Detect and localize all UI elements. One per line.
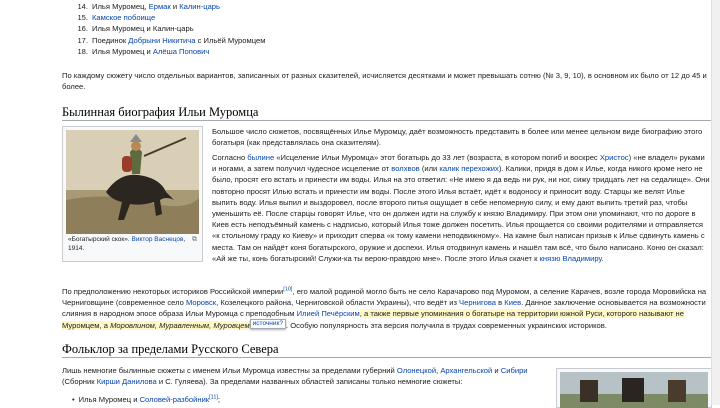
text-span: , его малой родиной могло быть не село Карачарово под Муромом, а селение Карачев, возле города Моровийска на Черниговщине (современное село bbox=[62, 287, 707, 308]
text-span: . bbox=[601, 253, 604, 263]
list-text: Поединок bbox=[92, 35, 129, 45]
image-caption bbox=[66, 234, 199, 253]
source-needed-tooltip[interactable]: источник? bbox=[250, 319, 286, 329]
volkhvy-link[interactable]: волхвов bbox=[391, 164, 420, 174]
folklore-bullet-list bbox=[72, 394, 220, 405]
list-item bbox=[72, 23, 265, 34]
painting-image[interactable] bbox=[66, 130, 199, 234]
list-link[interactable]: Добрыни Никитича bbox=[128, 35, 196, 45]
text-span: «Исцеление Ильи Муромца» этот богатырь до 33 лет (возраста, в котором погиб и воскрес bbox=[274, 153, 600, 162]
text-span: в bbox=[496, 298, 505, 308]
text-span: Согласно bbox=[212, 153, 248, 162]
bogatyrs-painting-icon bbox=[560, 372, 708, 408]
list-text: Илья Муромец и bbox=[92, 46, 153, 56]
painting-image-2[interactable] bbox=[560, 372, 708, 408]
list-text: Илья Муромец и Калин-царь bbox=[92, 24, 194, 34]
story-list bbox=[72, 1, 265, 57]
text-span: , Козелецкого района, Черниговской области Украины), что ведёт из bbox=[216, 298, 460, 308]
list-item bbox=[72, 35, 265, 46]
highlighted-text: , а также первые упоминания о богатыре на территории южной Руси, которого называют не Муромцем, а bbox=[62, 309, 684, 330]
folklore-paragraph bbox=[62, 365, 547, 387]
image-thumb-2[interactable] bbox=[556, 368, 712, 408]
text-span: По предположению некоторых историков Российской империи bbox=[62, 287, 284, 296]
section-heading-folklore: Фольклор за пределами Русского Севера bbox=[62, 344, 712, 358]
list-link[interactable]: Ермак bbox=[148, 2, 171, 11]
biography-paragraph bbox=[212, 152, 710, 264]
caption-author-link[interactable]: Виктор Васнецов bbox=[131, 236, 184, 243]
origin-paragraph bbox=[62, 286, 710, 332]
section-heading-biography: Былинная биография Ильи Муромца bbox=[62, 107, 712, 121]
bogatyr-painting-icon bbox=[66, 130, 199, 234]
magnify-icon[interactable]: ⧉ bbox=[192, 236, 197, 243]
kaliki-link[interactable]: калик перехожих bbox=[439, 164, 499, 174]
arkhangelsk-link[interactable]: Архангельской bbox=[440, 366, 493, 375]
siberia-link[interactable]: Сибири bbox=[500, 366, 528, 375]
text-span: ). Калики, придя в дом к Илье, когда никого кроме него не было, просят его встать и принести им воды. Илья на это ответил: «Не имею я да ведь ни рук, ни ног, сижу тридцать лет на седалище». Они повторно просят Илью встать и принести им воды. После этого Илья встаёт, идёт к водоносу и приносит воду. Старцы же велят Илье выпить воду. Илья выпил и выздоровел, после второго питья ощущает в себе непомерную силу, и ему дают выпить третий раз, чтобы уменьшить её. После старцы говорят Илье, что он должен идти на службу к князю Владимиру. При этом они упоминают, что по дороге в Киев есть неподъёмный камень с надписью, который Илья тоже должен посетить. Илья прощается со своими родителями и отправляется «к стольному граду ко Киеву» и приходит сперва «к тому камени неподвижному». На камне был написан призыв к Илье сдвинуть камень с места. Там он найдёт коня богатырского, оружие и доспехи. Илья отодвинул камень и нашёл там всё, что было написано. Коню он сказал: «Ай же ты, конь богатырский! Служи-ка ты верою-правдою мне». После этого Илья скачет к bbox=[212, 164, 710, 263]
ilia-pechersky-link[interactable]: Илией Печёрским bbox=[296, 309, 360, 319]
prince-vladimir-link[interactable]: князю Владимиру bbox=[539, 253, 602, 263]
reference-10[interactable]: [10] bbox=[283, 286, 293, 293]
text-span: и С. Гуляева). За пределами названных областей записаны только немногие сюжеты: bbox=[156, 377, 463, 387]
list-item bbox=[72, 394, 220, 405]
morovsk-link[interactable]: Моровск bbox=[185, 298, 217, 308]
text-span: Лишь немногие былинные сюжеты с именем Ильи Муромца известны за пределами губерний bbox=[62, 366, 397, 375]
kiev-link[interactable]: Киев bbox=[504, 298, 522, 308]
reference-11[interactable]: [11] bbox=[209, 394, 218, 401]
list-item bbox=[72, 46, 265, 57]
chernigov-link[interactable]: Чернигова bbox=[459, 298, 496, 308]
text-span: Илья Муромец и bbox=[78, 395, 140, 404]
highlighted-italic-text: Моровлином, Муравленным, Муровцем bbox=[110, 320, 250, 330]
list-number: 16. bbox=[77, 24, 88, 34]
text-span: ) «не владел» руками и ногами, а затем получил чудесное исцеление от bbox=[212, 153, 705, 174]
solovei-link[interactable]: Соловей-разбойник bbox=[139, 395, 210, 404]
variants-paragraph: По каждому сюжету число отдельных вариантов, записанных от разных сказителей, исчисляется десятками и может превышать сотню (№ 3, 9, 10), в основном их было от 12 до 45 и более. bbox=[62, 71, 707, 92]
list-item bbox=[72, 12, 265, 23]
list-text: Илья Муромец, bbox=[92, 2, 149, 11]
scrollbar[interactable] bbox=[711, 0, 720, 405]
text-span: ; bbox=[217, 395, 221, 404]
caption-year: , 1914. bbox=[68, 236, 186, 252]
list-text: и bbox=[170, 2, 180, 11]
list-link[interactable]: Алёша Попович bbox=[152, 46, 210, 56]
list-number: 17. bbox=[77, 35, 88, 45]
kirsha-danilov-link[interactable]: Кирши Данилова bbox=[96, 377, 157, 387]
list-number: 18. bbox=[77, 46, 88, 56]
olonets-link[interactable]: Олонецкой bbox=[396, 366, 437, 375]
list-link[interactable]: Калин-царь bbox=[179, 2, 220, 11]
list-item bbox=[72, 1, 265, 12]
caption-text: «Богатырский скок». bbox=[68, 236, 132, 243]
list-number: 15. bbox=[77, 13, 88, 23]
image-thumb[interactable] bbox=[62, 126, 203, 262]
text-span: (Сборник bbox=[62, 377, 97, 387]
text-span: (или bbox=[419, 164, 440, 174]
christ-link[interactable]: Христос bbox=[599, 153, 629, 162]
biography-intro: Большое число сюжетов, посвящённых Илье Муромцу, даёт возможность представить в более или менее цельном виде биографию этого богатыря (как представлялась она сказителям). bbox=[212, 127, 703, 148]
list-link[interactable]: Камское побоище bbox=[92, 13, 156, 23]
list-text: с Ильёй Муромцем bbox=[195, 35, 266, 45]
list-number: 14. bbox=[77, 2, 88, 11]
text-span: . Особую популярность эта версия получила в трудах современных украинских историков. bbox=[285, 320, 607, 330]
text-span: и bbox=[492, 366, 501, 375]
text-span: , bbox=[436, 366, 441, 375]
text-span: . Данное заключение основывается на возможности слияния в народном эпосе образа Ильи Муромца с преподобным bbox=[62, 298, 706, 319]
bylina-link[interactable]: былине bbox=[247, 153, 275, 162]
